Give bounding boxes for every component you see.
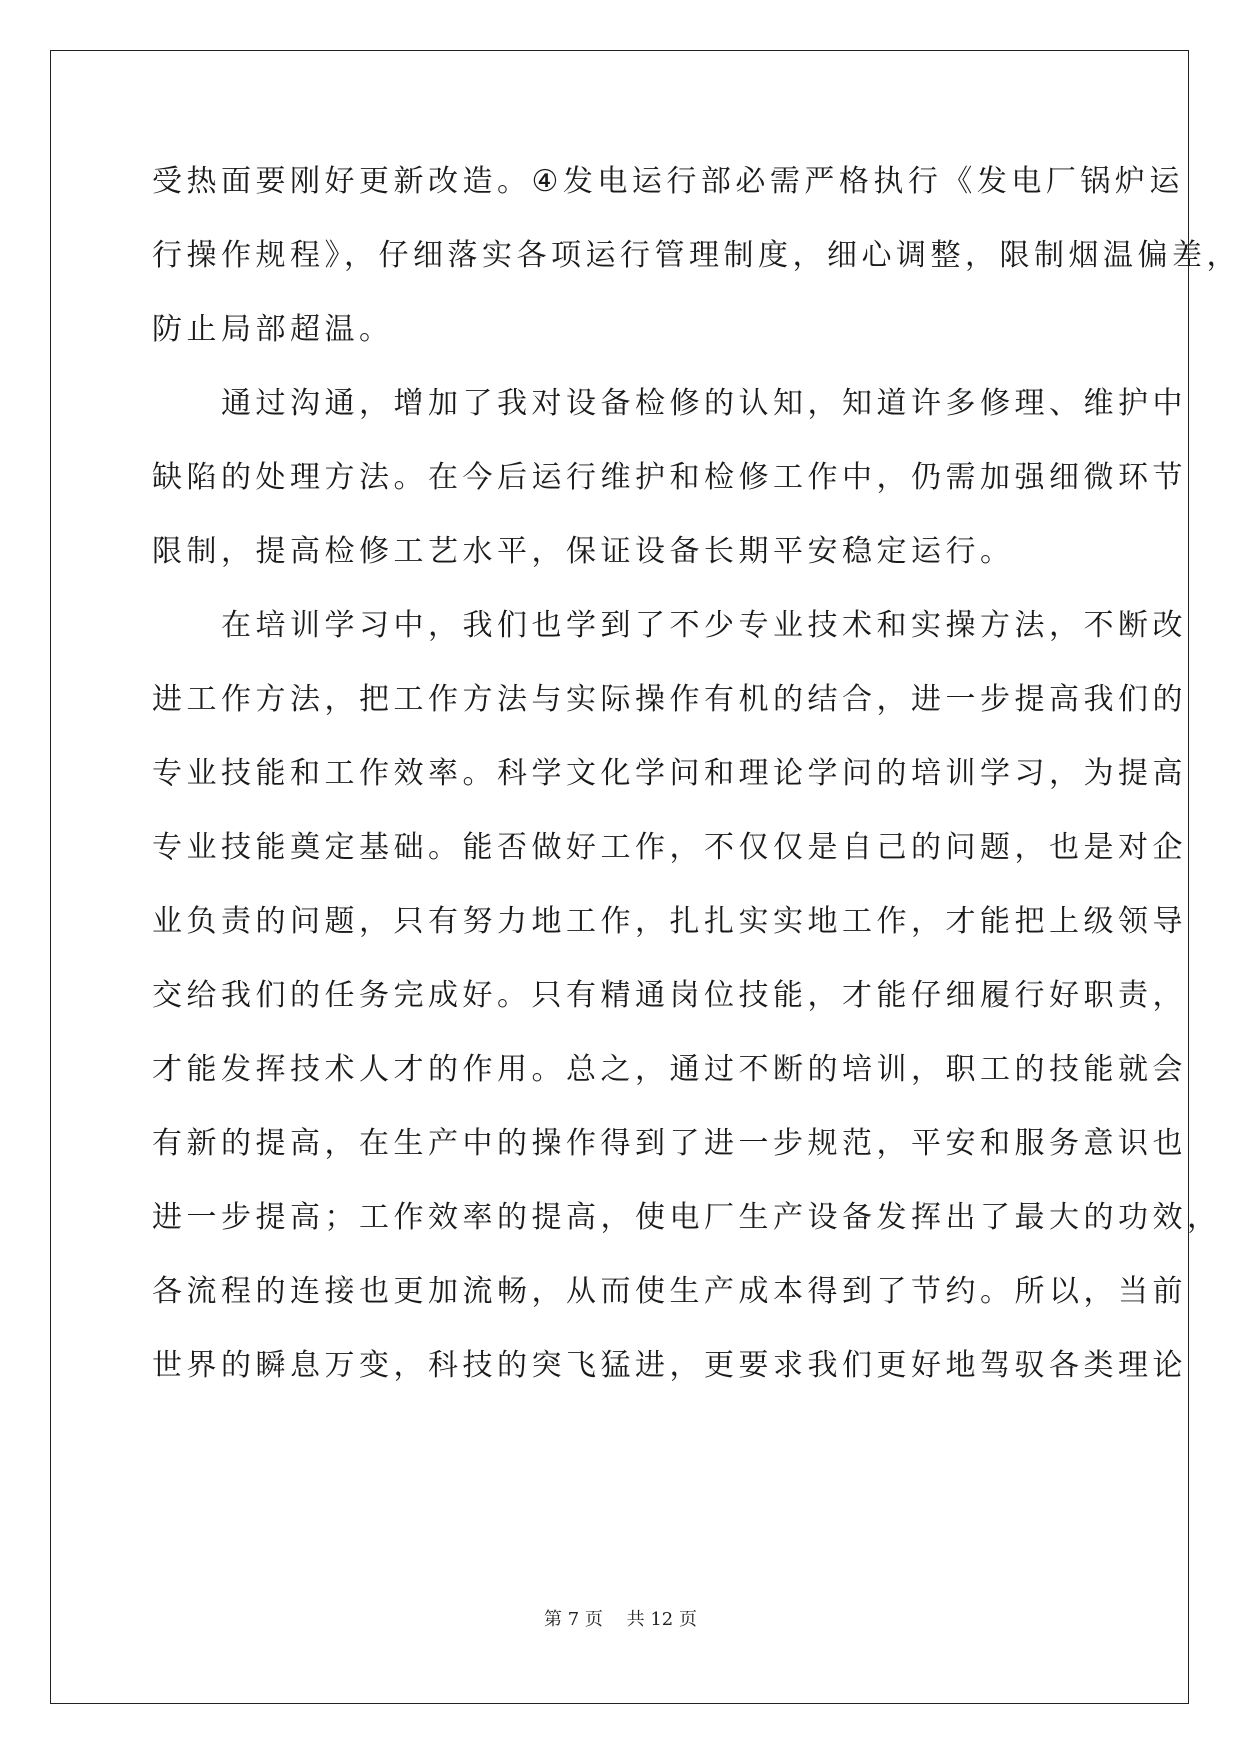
text-line: 通过沟通，增加了我对设备检修的认知，知道许多修理、维护中 (152, 386, 1187, 421)
text-line: 在培训学习中，我们也学到了不少专业技术和实操方法，不断改 (152, 608, 1187, 643)
text-line: 行操作规程》，仔细落实各项运行管理制度，细心调整，限制烟温偏差， (152, 238, 1241, 273)
text-line: 业负责的问题，只有努力地工作，扎扎实实地工作，才能把上级领导 (152, 904, 1187, 939)
page-footer (0, 1605, 1241, 1631)
text-line: 限制，提高检修工艺水平，保证设备长期平安稳定运行。 (152, 534, 1015, 569)
text-line: 各流程的连接也更加流畅，从而使生产成本得到了节约。所以，当前 (152, 1274, 1187, 1309)
text-line: 才能发挥技术人才的作用。总之，通过不断的培训，职工的技能就会 (152, 1052, 1187, 1087)
text-line: 有新的提高，在生产中的操作得到了进一步规范，平安和服务意识也 (152, 1126, 1187, 1161)
text-line: 进一步提高；工作效率的提高，使电厂生产设备发挥出了最大的功效， (152, 1200, 1222, 1235)
text-line: 交给我们的任务完成好。只有精通岗位技能，才能仔细履行好职责， (152, 978, 1187, 1013)
text-line: 专业技能奠定基础。能否做好工作，不仅仅是自己的问题，也是对企 (152, 830, 1187, 865)
page-number-label: 第 7 页 共 12 页 (544, 1609, 697, 1630)
text-line: 防止局部超温。 (152, 312, 394, 347)
text-line: 专业技能和工作效率。科学文化学问和理论学问的培训学习，为提高 (152, 756, 1187, 791)
text-line: 受热面要刚好更新改造。④发电运行部必需严格执行《发电厂锅炉运 (152, 164, 1184, 199)
page-border (50, 50, 1189, 1704)
text-line: 世界的瞬息万变，科技的突飞猛进，更要求我们更好地驾驭各类理论 (152, 1348, 1187, 1383)
text-line: 缺陷的处理方法。在今后运行维护和检修工作中，仍需加强细微环节 (152, 460, 1187, 495)
text-line: 进工作方法，把工作方法与实际操作有机的结合，进一步提高我们的 (152, 682, 1187, 717)
